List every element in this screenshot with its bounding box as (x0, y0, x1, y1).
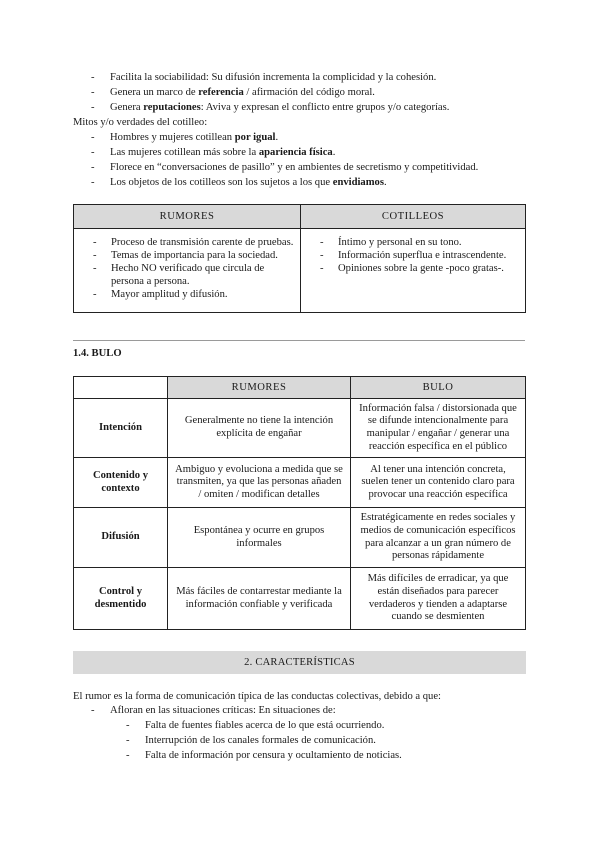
row-label: Difusión (74, 508, 168, 568)
level1-list (110, 704, 570, 718)
rumores-cell: Generalmente no tiene la intención explícita de engañar (168, 399, 351, 458)
table-header-empty (74, 377, 168, 399)
list-item: - Opiniones sobre la gente -poco gratas-. (338, 262, 519, 275)
bulo-cell: Estratégicamente en redes sociales y medios de comunicación específicos para alcanzar a un gran número de personas rápidamente (351, 508, 526, 568)
section-heading-bulo: 1.4. BULO (73, 348, 122, 359)
row-label: Intención (74, 399, 168, 458)
mitos-heading: Mitos y/o verdades del cotilleo: (73, 117, 208, 128)
list-item: - Afloran en las situaciones críticas: En situaciones de: (110, 704, 570, 718)
bulo-cell: Al tener una intención concreta, suelen tener un contenido claro para provocar una reacción específica (351, 458, 526, 508)
table-row (74, 458, 526, 508)
functions-list (110, 71, 580, 116)
rumores-cell: Ambiguo y evoluciona a medida que se transmiten, ya que las personas añaden / omiten / modifican detalles (168, 458, 351, 508)
list-item: - Temas de importancia para la sociedad. (111, 249, 294, 262)
bulo-cell: Información falsa / distorsionada que se difunde intencionalmente para manipular / engañar / generar una reacción específica en el público (351, 399, 526, 458)
bulo-cell: Más difíciles de erradicar, ya que están diseñados para parecer verdaderos y tienden a adaptarse cuando se desmienten (351, 568, 526, 630)
row-label: Control y desmentido (74, 568, 168, 630)
level2-list (145, 719, 575, 764)
list-item: - Falta de fuentes fiables acerca de lo que está ocurriendo. (145, 719, 575, 734)
list-item: - Íntimo y personal en su tono. (338, 236, 519, 249)
table-row (74, 508, 526, 568)
list-item: - Facilita la sociabilidad: Su difusión incrementa la complicidad y la cohesión. (110, 71, 580, 86)
intro-paragraph: El rumor es la forma de comunicación típica de las conductas colectivas, debido a que: (73, 691, 441, 702)
table-header-rumores: RUMORES (74, 205, 301, 229)
cotilleos-list (301, 229, 525, 275)
list-item: - Genera reputaciones: Aviva y expresan el conflicto entre grupos y/o categorías. (110, 101, 580, 116)
rumores-cotilleos-table (73, 204, 526, 313)
rumores-cell: Más fáciles de contarrestar mediante la información confiable y verificada (168, 568, 351, 630)
list-item: - Las mujeres cotillean más sobre la apariencia física. (110, 146, 580, 161)
list-item: - Interrupción de los canales formales de comunicación. (145, 734, 575, 749)
list-item: - Información superflua e intrascendente. (338, 249, 519, 262)
mitos-list (110, 131, 580, 191)
rumores-cell: Espontánea y ocurre en grupos informales (168, 508, 351, 568)
list-item: - Mayor amplitud y difusión. (111, 288, 294, 301)
rumores-bulo-table (73, 376, 526, 630)
list-item: - Hombres y mujeres cotillean por igual. (110, 131, 580, 146)
list-item: - Florece en “conversaciones de pasillo” y en ambientes de secretismo y competitividad. (110, 161, 580, 176)
table-row (74, 399, 526, 458)
table-header-bulo: BULO (351, 377, 526, 399)
row-label: Contenido y contexto (74, 458, 168, 508)
list-item: - Hecho NO verificado que circula de persona a persona. (111, 262, 294, 288)
table-header-rumores: RUMORES (168, 377, 351, 399)
table-row (74, 568, 526, 630)
list-item: - Genera un marco de referencia / afirmación del código moral. (110, 86, 580, 101)
cotilleos-cell (301, 229, 526, 313)
list-item: - Los objetos de los cotilleos son los sujetos a los que envidiamos. (110, 176, 580, 191)
rumores-list (74, 229, 300, 301)
rumores-cell (74, 229, 301, 313)
section-heading-caracteristicas: 2. CARACTERÍSTICAS (73, 651, 526, 674)
table-header-cotilleos: COTILLEOS (301, 205, 526, 229)
section-divider (73, 340, 525, 341)
list-item: - Proceso de transmisión carente de pruebas. (111, 236, 294, 249)
list-item: - Falta de información por censura y ocultamiento de noticias. (145, 749, 575, 764)
